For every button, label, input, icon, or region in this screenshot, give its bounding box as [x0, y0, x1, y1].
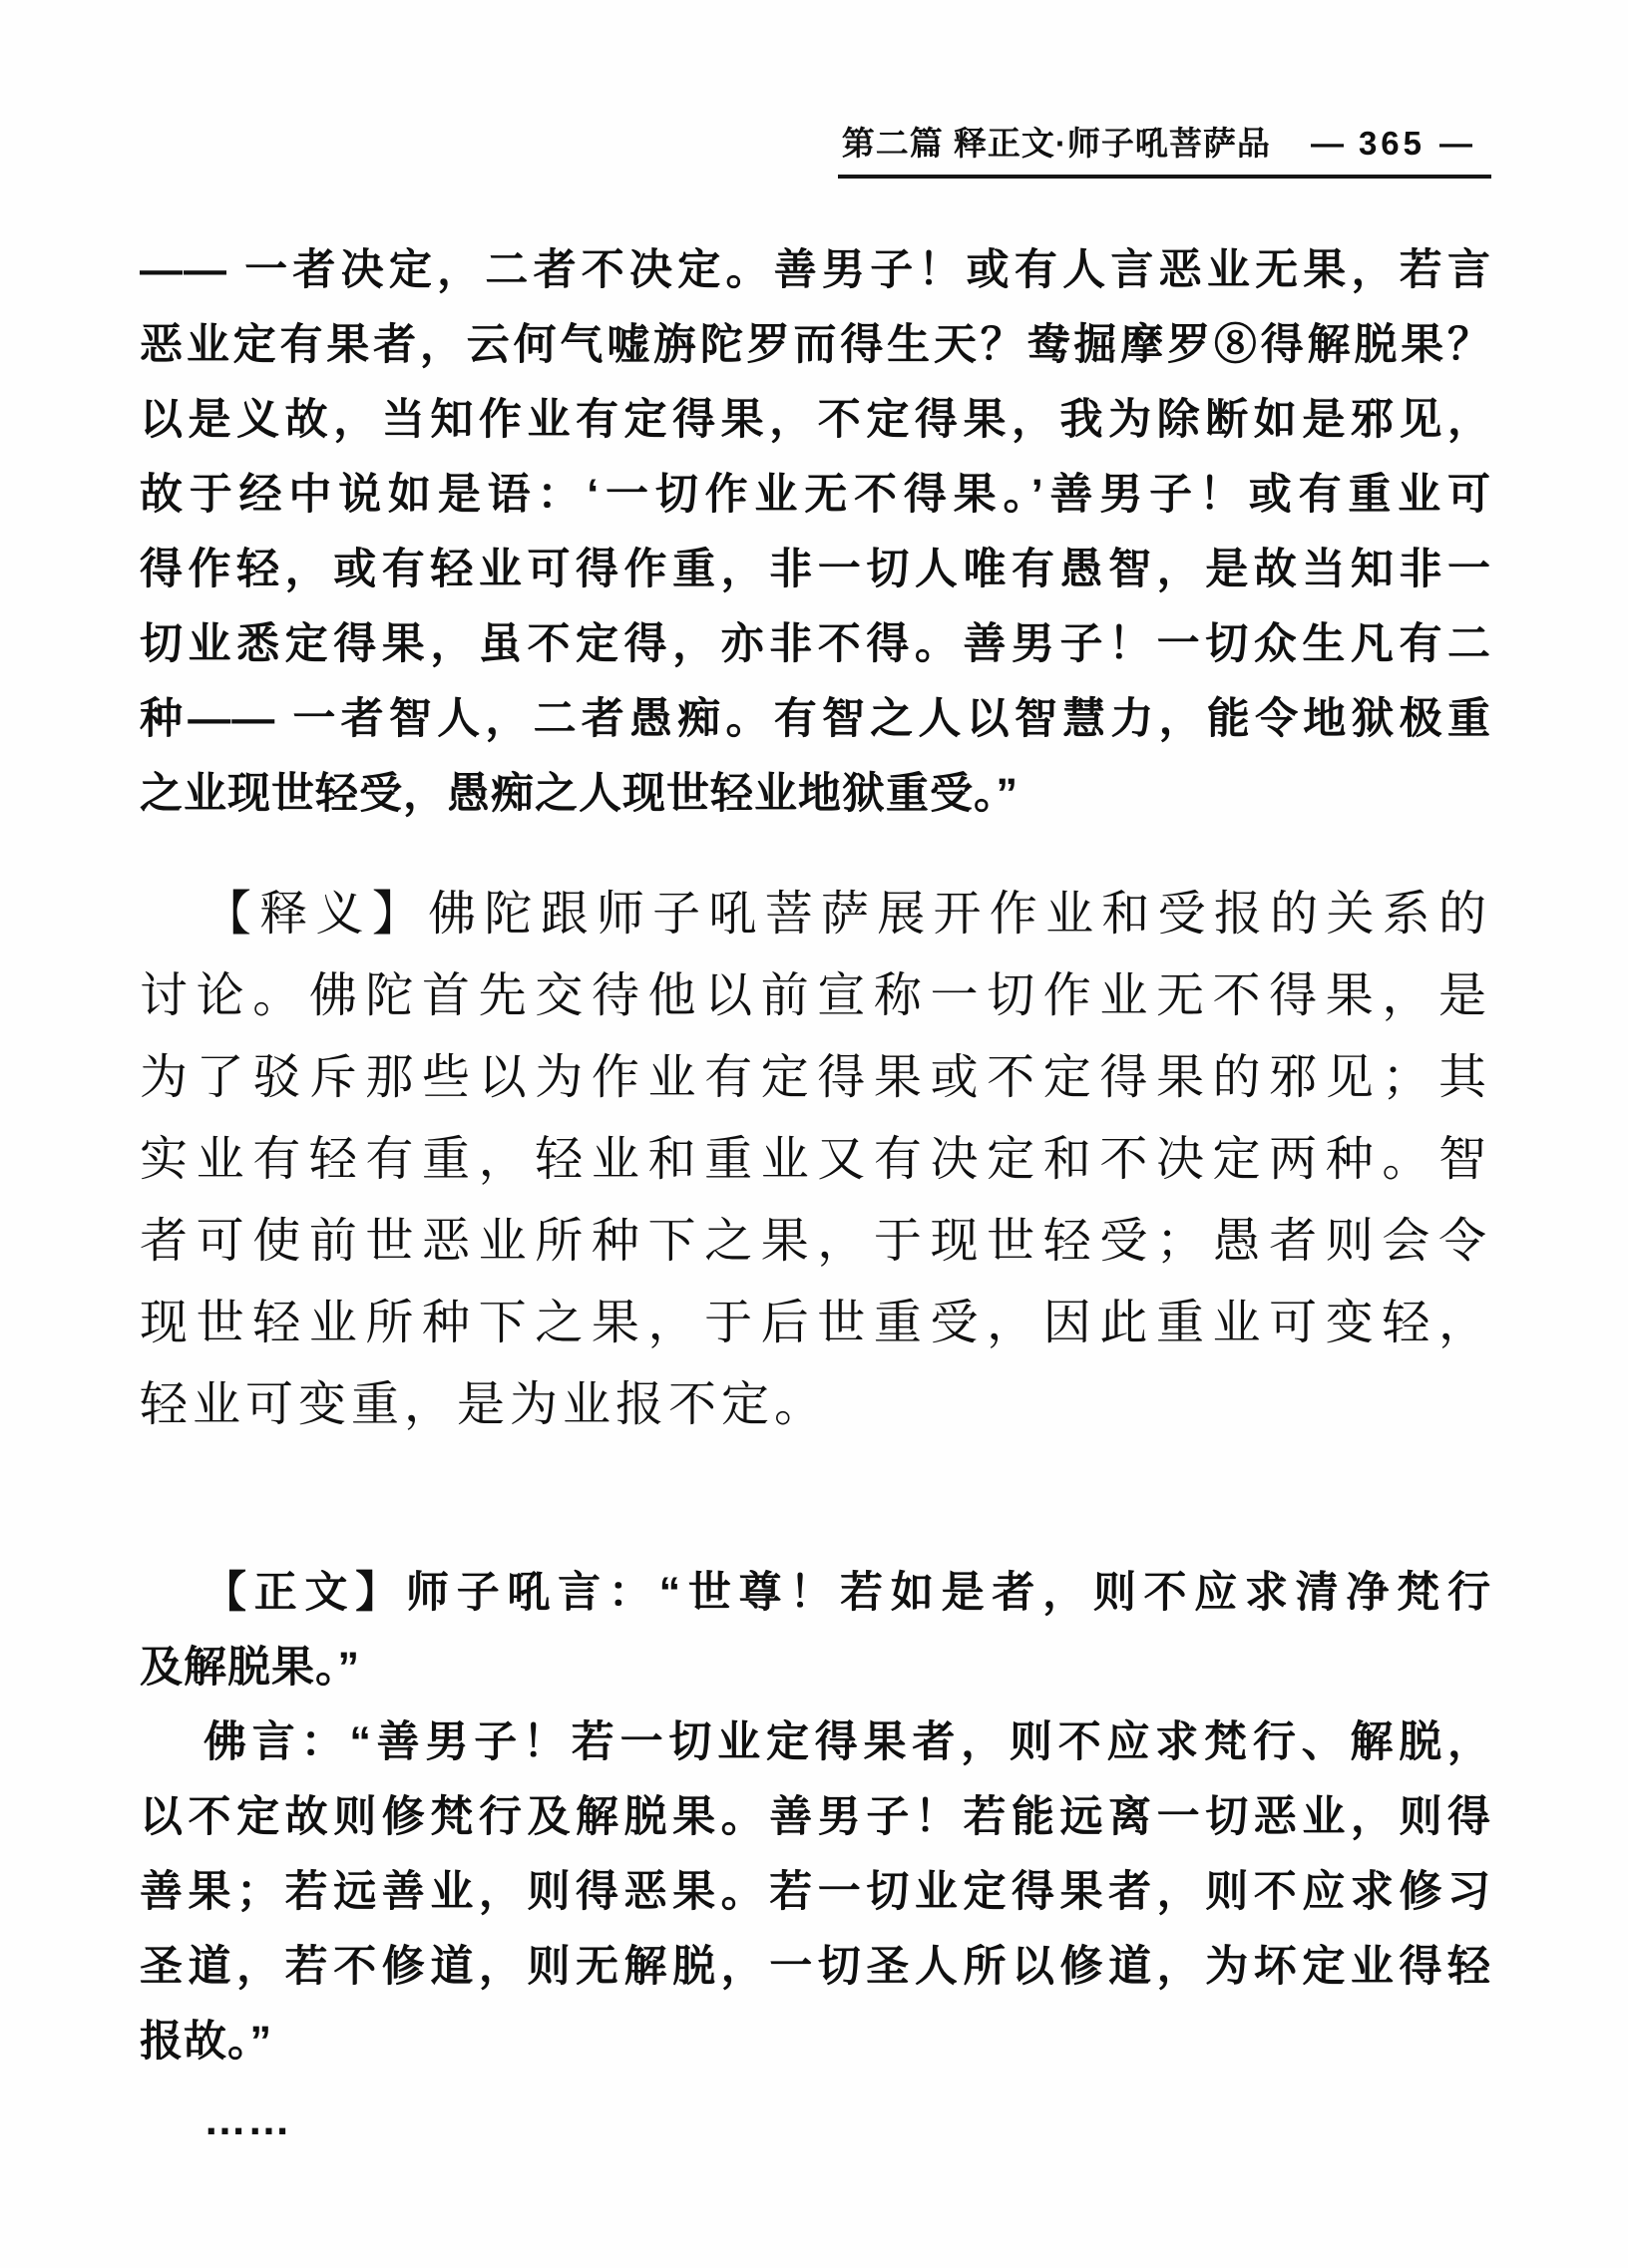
page-dash-left: —: [1310, 125, 1345, 162]
ellipsis-line: ……: [204, 2096, 291, 2144]
text-line: 种—— 一者智人，二者愚痴。有智之人以智慧力，能令地狱极重: [140, 695, 1491, 743]
page-number-group: [1297, 125, 1487, 162]
text-line: 切业悉定得果，虽不定得，亦非不得。善男子！一切众生凡有二: [140, 620, 1491, 668]
header-title: 第二篇 释正文·师子吼菩萨品: [841, 125, 1271, 162]
text-line: 以不定故则修梵行及解脱果。善男子！若能远离一切恶业，则得: [140, 1793, 1491, 1841]
text-line: 善果；若远善业，则得恶果。若一切业定得果者，则不应求修习: [140, 1868, 1491, 1916]
text-line: 圣道，若不修道，则无解脱，一切圣人所以修道，为坏定业得轻: [140, 1943, 1491, 1991]
header-rule: [838, 118, 1491, 179]
page-number: 365: [1358, 125, 1425, 162]
text-line: —— 一者决定，二者不决定。善男子！或有人言恶业无果，若言: [140, 246, 1491, 294]
page-header: [140, 118, 1491, 170]
text-line: 故于经中说如是语：‘一切作业无不得果。’善男子！或有重业可: [140, 471, 1491, 519]
scripture-quote-block: [140, 233, 1491, 832]
page-dash-right: —: [1439, 125, 1473, 162]
main-text-block: [140, 1556, 1491, 1705]
text-line: 讨论。佛陀首先交待他以前宣称一切作业无不得果，是: [140, 969, 1491, 1022]
text-line: 报故。”: [140, 2018, 272, 2066]
text-line: 【正文】师子吼言：“世尊！若如是者，则不应求清净梵行: [204, 1569, 1491, 1617]
text-line: 佛言：“善男子！若一切业定得果者，则不应求梵行、解脱，: [204, 1718, 1491, 1766]
text-line: 及解脱果。”: [140, 1644, 360, 1692]
text-line: 现世轻业所种下之果，于后世重受，因此重业可变轻，: [140, 1297, 1491, 1349]
text-line: 者可使前世恶业所种下之果，于现世轻受；愚者则会令: [140, 1215, 1491, 1268]
text-line: 恶业定有果者，云何气嘘旃陀罗而得生天？鸯掘摩罗⑧得解脱果？: [140, 321, 1491, 369]
buddha-reply-block: [140, 1705, 1491, 2079]
text-line: 以是义故，当知作业有定得果，不定得果，我为除断如是邪见，: [140, 396, 1491, 444]
text-line: 得作轻，或有轻业可得作重，非一切人唯有愚智，是故当知非一: [140, 546, 1491, 593]
text-line: 【释义】佛陀跟师子吼菩萨展开作业和受报的关系的: [204, 888, 1491, 941]
text-line: 轻业可变重，是为业报不定。: [140, 1378, 828, 1431]
text-line: 之业现世轻受，愚痴之人现世轻业地狱重受。”: [140, 770, 1018, 818]
explanation-block: [140, 874, 1491, 1446]
ellipsis-block: [140, 2083, 1491, 2158]
text-line: 为了驳斥那些以为作业有定得果或不定得果的邪见；其: [140, 1051, 1491, 1104]
text-line: 实业有轻有重，轻业和重业又有决定和不决定两种。智: [140, 1133, 1491, 1186]
